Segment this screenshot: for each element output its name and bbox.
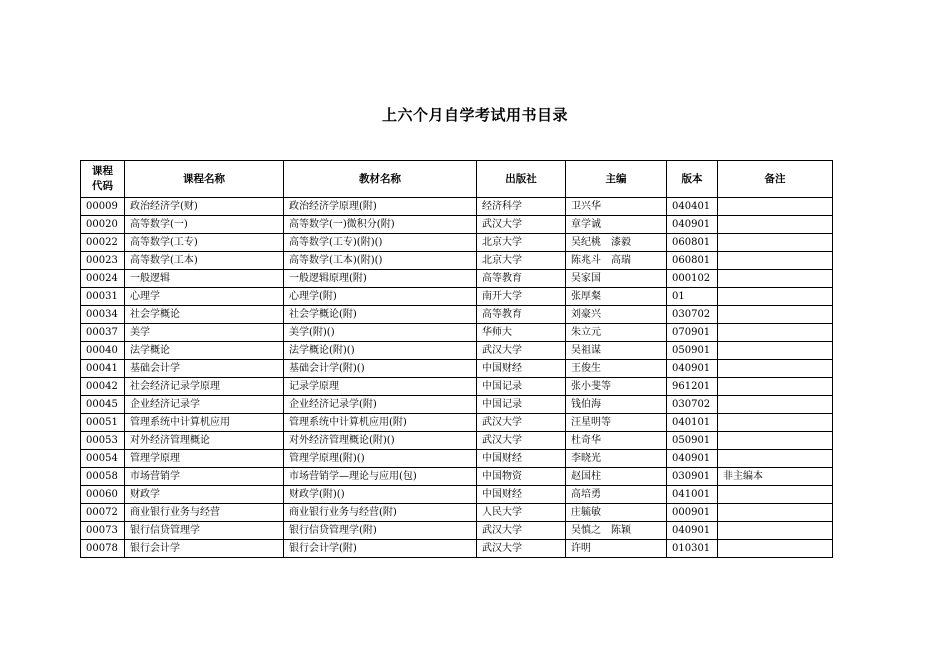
cell-course-name: 社会经济记录学原理 [125, 378, 284, 396]
cell-course-code: 00078 [81, 540, 125, 558]
cell-edition: 050901 [667, 432, 718, 450]
cell-textbook-name: 基础会计学(附)() [284, 360, 477, 378]
cell-textbook-name: 对外经济管理概论(附)() [284, 432, 477, 450]
cell-editor: 高培勇 [566, 486, 667, 504]
cell-textbook-name: 心理学(附) [284, 288, 477, 306]
cell-course-name: 政治经济学(财) [125, 198, 284, 216]
cell-publisher: 武汉大学 [477, 432, 566, 450]
cell-textbook-name: 一般逻辑原理(附) [284, 270, 477, 288]
table-row [81, 486, 833, 504]
cell-notes [718, 396, 833, 414]
cell-edition: 040901 [667, 450, 718, 468]
cell-edition: 040401 [667, 198, 718, 216]
cell-notes: 非主编本 [718, 468, 833, 486]
cell-course-name: 美学 [125, 324, 284, 342]
cell-editor: 张小斐等 [566, 378, 667, 396]
cell-edition: 961201 [667, 378, 718, 396]
cell-publisher: 武汉大学 [477, 342, 566, 360]
header-publisher: 出版社 [477, 161, 566, 198]
cell-editor: 吴慎之 陈颖 [566, 522, 667, 540]
cell-notes [718, 450, 833, 468]
cell-course-name: 管理系统中计算机应用 [125, 414, 284, 432]
cell-publisher: 经济科学 [477, 198, 566, 216]
cell-notes [718, 234, 833, 252]
cell-edition: 01 [667, 288, 718, 306]
cell-editor: 陈兆斗 高瑞 [566, 252, 667, 270]
cell-publisher: 北京大学 [477, 252, 566, 270]
cell-course-name: 对外经济管理概论 [125, 432, 284, 450]
cell-textbook-name: 高等数学(工专)(附)() [284, 234, 477, 252]
cell-course-name: 法学概论 [125, 342, 284, 360]
cell-course-code: 00054 [81, 450, 125, 468]
cell-edition: 060801 [667, 234, 718, 252]
cell-editor: 钱伯海 [566, 396, 667, 414]
header-edition: 版本 [667, 161, 718, 198]
table-header-row [81, 161, 833, 198]
cell-textbook-name: 管理学原理(附)() [284, 450, 477, 468]
cell-course-code: 00058 [81, 468, 125, 486]
cell-editor: 卫兴华 [566, 198, 667, 216]
header-course-name: 课程名称 [125, 161, 284, 198]
cell-editor: 吴纪桃 漆毅 [566, 234, 667, 252]
cell-textbook-name: 高等数学(工本)(附)() [284, 252, 477, 270]
table-row [81, 432, 833, 450]
cell-course-code: 00024 [81, 270, 125, 288]
cell-editor: 杜奇华 [566, 432, 667, 450]
table-row [81, 234, 833, 252]
cell-editor: 刘豪兴 [566, 306, 667, 324]
cell-notes [718, 198, 833, 216]
cell-course-code: 00023 [81, 252, 125, 270]
cell-edition: 030702 [667, 396, 718, 414]
cell-notes [718, 522, 833, 540]
cell-course-name: 高等数学(工本) [125, 252, 284, 270]
cell-course-name: 银行会计学 [125, 540, 284, 558]
cell-course-name: 企业经济记录学 [125, 396, 284, 414]
cell-course-name: 心理学 [125, 288, 284, 306]
cell-publisher: 人民大学 [477, 504, 566, 522]
cell-notes [718, 342, 833, 360]
cell-publisher: 中国物资 [477, 468, 566, 486]
cell-publisher: 中国记录 [477, 396, 566, 414]
cell-publisher: 中国财经 [477, 360, 566, 378]
cell-notes [718, 432, 833, 450]
table-row [81, 396, 833, 414]
table-row [81, 270, 833, 288]
cell-publisher: 中国记录 [477, 378, 566, 396]
cell-notes [718, 360, 833, 378]
cell-editor: 李晓光 [566, 450, 667, 468]
cell-publisher: 高等教育 [477, 270, 566, 288]
header-course-code-line1: 课程 [92, 165, 113, 177]
textbook-catalog-table [80, 160, 833, 558]
table-row [81, 450, 833, 468]
cell-editor: 许明 [566, 540, 667, 558]
cell-edition: 040901 [667, 522, 718, 540]
cell-editor: 吴家国 [566, 270, 667, 288]
cell-textbook-name: 美学(附)() [284, 324, 477, 342]
cell-editor: 赵国柱 [566, 468, 667, 486]
cell-course-code: 00022 [81, 234, 125, 252]
table-row [81, 522, 833, 540]
cell-course-code: 00042 [81, 378, 125, 396]
cell-editor: 朱立元 [566, 324, 667, 342]
cell-publisher: 中国财经 [477, 486, 566, 504]
cell-publisher: 武汉大学 [477, 216, 566, 234]
cell-course-code: 00020 [81, 216, 125, 234]
cell-edition: 030702 [667, 306, 718, 324]
cell-textbook-name: 记录学原理 [284, 378, 477, 396]
table-row [81, 504, 833, 522]
cell-publisher: 南开大学 [477, 288, 566, 306]
table-row [81, 324, 833, 342]
cell-publisher: 华师大 [477, 324, 566, 342]
cell-course-name: 商业银行业务与经营 [125, 504, 284, 522]
cell-textbook-name: 银行会计学(附) [284, 540, 477, 558]
table-row [81, 378, 833, 396]
cell-course-name: 社会学概论 [125, 306, 284, 324]
document-title: 上六个月自学考试用书目录 [381, 106, 568, 124]
cell-edition: 041001 [667, 486, 718, 504]
cell-notes [718, 324, 833, 342]
cell-edition: 030901 [667, 468, 718, 486]
header-course-code-line2: 代码 [92, 180, 113, 192]
table-row [81, 216, 833, 234]
header-editor: 主编 [566, 161, 667, 198]
cell-course-name: 管理学原理 [125, 450, 284, 468]
cell-textbook-name: 银行信贷管理学(附) [284, 522, 477, 540]
cell-course-name: 高等数学(工专) [125, 234, 284, 252]
cell-textbook-name: 法学概论(附)() [284, 342, 477, 360]
cell-editor: 王俊生 [566, 360, 667, 378]
cell-textbook-name: 财政学(附)() [284, 486, 477, 504]
cell-edition: 050901 [667, 342, 718, 360]
header-notes: 备注 [718, 161, 833, 198]
cell-textbook-name: 社会学概论(附) [284, 306, 477, 324]
cell-notes [718, 270, 833, 288]
cell-course-name: 银行信贷管理学 [125, 522, 284, 540]
cell-textbook-name: 政治经济学原理(附) [284, 198, 477, 216]
cell-notes [718, 504, 833, 522]
cell-course-code: 00041 [81, 360, 125, 378]
header-textbook-name: 教材名称 [284, 161, 477, 198]
cell-notes [718, 288, 833, 306]
cell-edition: 010301 [667, 540, 718, 558]
table-row [81, 198, 833, 216]
cell-notes [718, 414, 833, 432]
cell-course-name: 一般逻辑 [125, 270, 284, 288]
cell-course-code: 00009 [81, 198, 125, 216]
cell-editor: 张厚粲 [566, 288, 667, 306]
cell-edition: 000102 [667, 270, 718, 288]
cell-edition: 000901 [667, 504, 718, 522]
cell-notes [718, 216, 833, 234]
cell-edition: 060801 [667, 252, 718, 270]
cell-course-code: 00051 [81, 414, 125, 432]
table-row [81, 342, 833, 360]
cell-notes [718, 486, 833, 504]
table-row [81, 306, 833, 324]
cell-publisher: 中国财经 [477, 450, 566, 468]
cell-editor: 章学诚 [566, 216, 667, 234]
cell-notes [718, 378, 833, 396]
table-row [81, 360, 833, 378]
cell-course-code: 00034 [81, 306, 125, 324]
cell-course-code: 00053 [81, 432, 125, 450]
cell-textbook-name: 市场营销学—理论与应用(包) [284, 468, 477, 486]
table-row [81, 288, 833, 306]
table-row [81, 540, 833, 558]
cell-notes [718, 306, 833, 324]
cell-publisher: 武汉大学 [477, 540, 566, 558]
cell-notes [718, 540, 833, 558]
cell-edition: 070901 [667, 324, 718, 342]
cell-course-code: 00037 [81, 324, 125, 342]
cell-edition: 040901 [667, 360, 718, 378]
cell-edition: 040901 [667, 216, 718, 234]
cell-course-code: 00031 [81, 288, 125, 306]
cell-editor: 庄毓敏 [566, 504, 667, 522]
table-row [81, 414, 833, 432]
table-body [81, 198, 833, 558]
cell-course-name: 基础会计学 [125, 360, 284, 378]
cell-edition: 040101 [667, 414, 718, 432]
table-row [81, 468, 833, 486]
cell-publisher: 武汉大学 [477, 522, 566, 540]
cell-course-code: 00072 [81, 504, 125, 522]
cell-course-code: 00073 [81, 522, 125, 540]
cell-course-name: 高等数学(一) [125, 216, 284, 234]
cell-textbook-name: 管理系统中计算机应用(附) [284, 414, 477, 432]
cell-publisher: 北京大学 [477, 234, 566, 252]
cell-course-code: 00060 [81, 486, 125, 504]
cell-publisher: 武汉大学 [477, 414, 566, 432]
cell-course-code: 00040 [81, 342, 125, 360]
cell-textbook-name: 商业银行业务与经营(附) [284, 504, 477, 522]
cell-notes [718, 252, 833, 270]
cell-textbook-name: 企业经济记录学(附) [284, 396, 477, 414]
cell-editor: 吴祖谋 [566, 342, 667, 360]
cell-course-name: 市场营销学 [125, 468, 284, 486]
cell-textbook-name: 高等数学(一)微积分(附) [284, 216, 477, 234]
cell-course-name: 财政学 [125, 486, 284, 504]
table-row [81, 252, 833, 270]
cell-publisher: 高等教育 [477, 306, 566, 324]
cell-editor: 汪星明等 [566, 414, 667, 432]
header-course-code [81, 161, 125, 198]
cell-course-code: 00045 [81, 396, 125, 414]
